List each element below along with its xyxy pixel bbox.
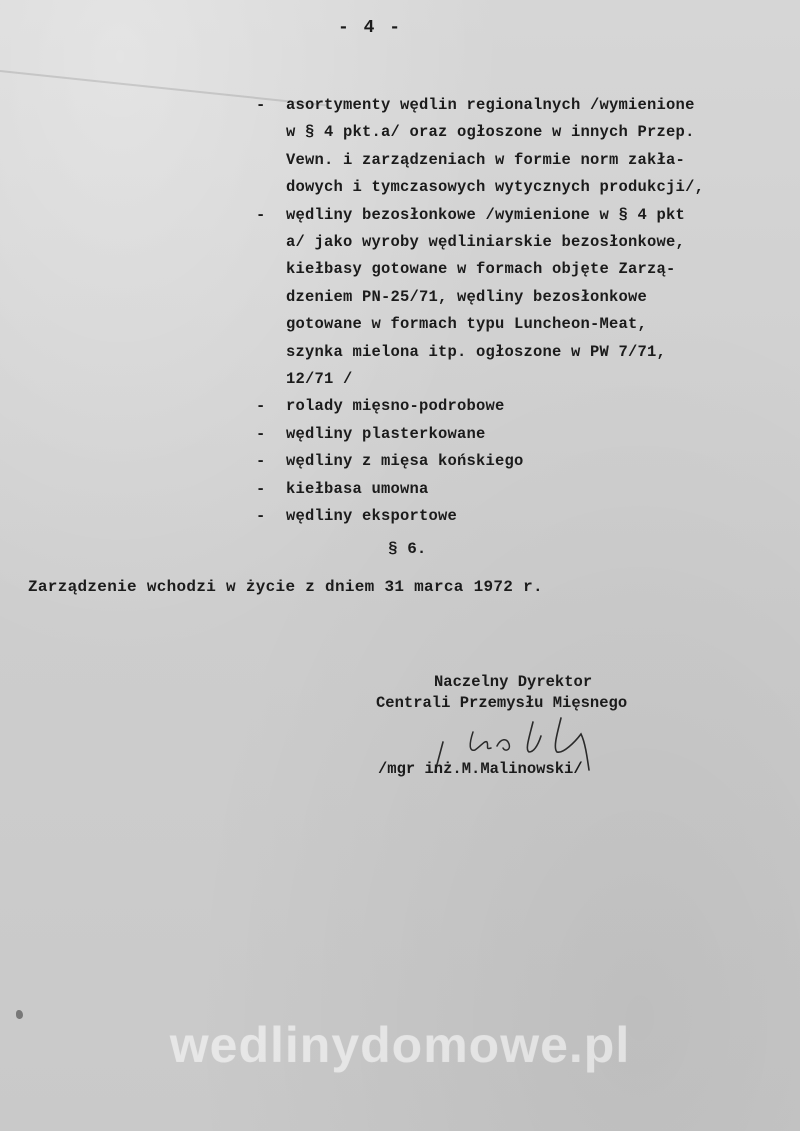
- ink-speck: [16, 1010, 23, 1019]
- section-heading: § 6.: [388, 540, 427, 558]
- list-item: [256, 92, 791, 202]
- list-item-line: wędliny eksportowe: [286, 507, 458, 526]
- list-item-line: wędliny plasterkowane: [286, 424, 486, 443]
- signer-name: /mgr inż.M.Malinowski/: [378, 760, 583, 778]
- list-item-line: Vewn. i zarządzeniach w formie norm zakła-: [286, 150, 686, 169]
- list-item: [256, 503, 791, 530]
- list-item-line: kiełbasy gotowane w formach objęte Zarzą-: [286, 260, 676, 279]
- list-item: [256, 202, 791, 394]
- list-item-line: a/ jako wyroby wędliniarskie bezosłonkowe,: [286, 233, 686, 252]
- list-item-line: wędliny bezosłonkowe /wymienione w § 4 pkt: [286, 205, 686, 224]
- list-item-line: asortymenty wędlin regionalnych /wymienione: [286, 96, 695, 114]
- list-item-line: 12/71 /: [286, 370, 353, 389]
- product-list: [256, 92, 791, 531]
- list-item-line: w § 4 pkt.a/ oraz ogłoszone w innych Przep.: [286, 123, 695, 142]
- list-item: [256, 448, 791, 475]
- list-dash: -: [256, 479, 266, 498]
- list-item-line: kiełbasa umowna: [286, 479, 429, 498]
- list-item-line: gotowane w formach typu Luncheon-Meat,: [286, 315, 648, 334]
- page-number: - 4 -: [338, 18, 403, 38]
- list-item-line: szynka mielona itp. ogłoszone w PW 7/71,: [286, 342, 667, 361]
- list-dash: -: [256, 96, 266, 114]
- list-dash: -: [256, 507, 266, 526]
- signature-block: [376, 672, 627, 714]
- list-item-line: dzeniem PN-25/71, wędliny bezosłonkowe: [286, 287, 648, 306]
- list-item-line: rolady mięsno-podrobowe: [286, 397, 505, 416]
- list-item-line: dowych i tymczasowych wytycznych produkcji/,: [286, 178, 705, 197]
- list-item: [256, 421, 791, 448]
- list-item-line: wędliny z mięsa końskiego: [286, 452, 524, 471]
- watermark: wedlinydomowe.pl: [169, 1017, 631, 1073]
- list-dash: -: [256, 205, 266, 224]
- signer-title-line-2: Centrali Przemysłu Mięsnego: [376, 694, 628, 712]
- signer-title-line-1: Naczelny Dyrektor: [434, 673, 593, 691]
- list-dash: -: [256, 424, 266, 443]
- list-dash: -: [256, 397, 266, 416]
- list-item: [256, 476, 791, 503]
- list-dash: -: [256, 452, 266, 471]
- effective-date-clause: Zarządzenie wchodzi w życie z dniem 31 marca 1972 r.: [28, 578, 543, 596]
- list-item: [256, 393, 791, 420]
